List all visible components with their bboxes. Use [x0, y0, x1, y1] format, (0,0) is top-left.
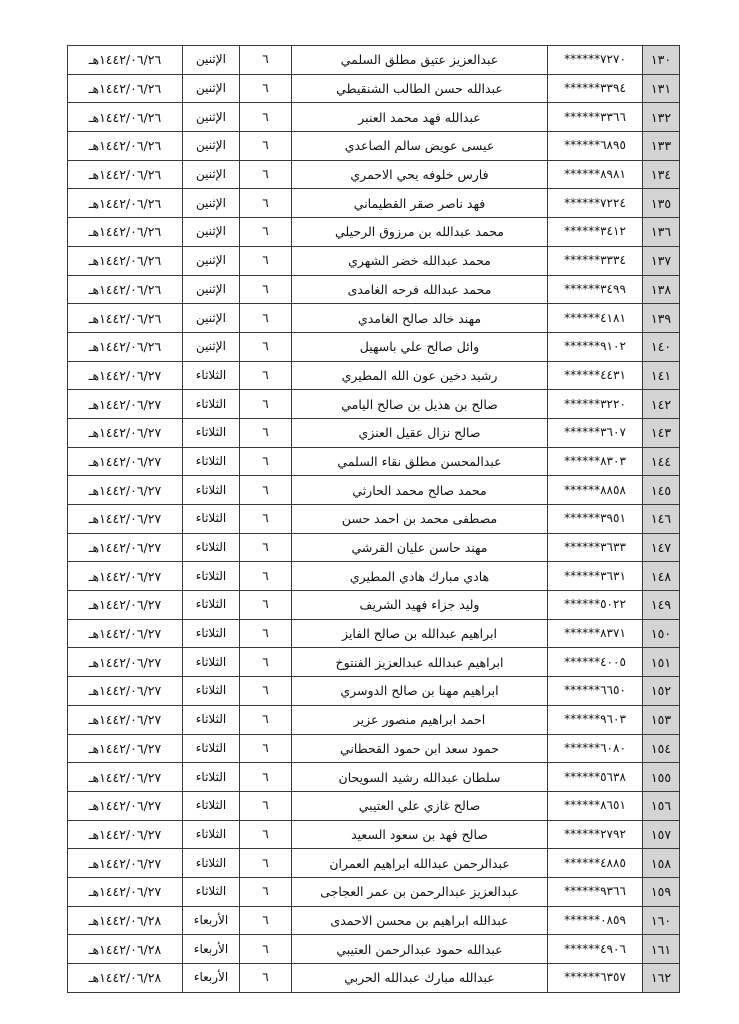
day-cell: الثلاثاء: [183, 849, 240, 878]
date-cell: ١٤٤٢/٠٦/٢٧هـ: [68, 877, 183, 906]
id-number-cell: ******٨٣٧١: [548, 619, 643, 648]
table-row: [68, 935, 680, 964]
id-number-cell: ******٤٩٠٦: [548, 935, 643, 964]
id-number-cell: ******٤٤٣١: [548, 361, 643, 390]
id-number-cell: ******٣٢٢٠: [548, 390, 643, 419]
day-cell: الثلاثاء: [183, 447, 240, 476]
table-row: [68, 820, 680, 849]
count-cell: ٦: [240, 418, 292, 447]
table-row: [68, 677, 680, 706]
day-cell: الثلاثاء: [183, 648, 240, 677]
count-cell: ٦: [240, 218, 292, 247]
id-number-cell: ******٤٠٠٥: [548, 648, 643, 677]
row-number-cell: ١٦٠: [643, 906, 680, 935]
count-cell: ٦: [240, 677, 292, 706]
day-cell: الأربعاء: [183, 906, 240, 935]
row-number-cell: ١٤٤: [643, 447, 680, 476]
day-cell: الثلاثاء: [183, 476, 240, 505]
row-number-cell: ١٣١: [643, 74, 680, 103]
count-cell: ٦: [240, 476, 292, 505]
id-number-cell: ******٤١٨١: [548, 304, 643, 333]
name-cell: احمد ابراهيم منصور عزير: [292, 705, 548, 734]
count-cell: ٦: [240, 533, 292, 562]
row-number-cell: ١٤٨: [643, 562, 680, 591]
date-cell: ١٤٤٢/٠٦/٢٦هـ: [68, 132, 183, 161]
day-cell: الثلاثاء: [183, 877, 240, 906]
row-number-cell: ١٣٨: [643, 275, 680, 304]
name-cell: محمد عبدالله فرحه الغامدى: [292, 275, 548, 304]
table-row: [68, 189, 680, 218]
table-row: [68, 849, 680, 878]
count-cell: ٦: [240, 849, 292, 878]
table-row: [68, 505, 680, 534]
date-cell: ١٤٤٢/٠٦/٢٧هـ: [68, 361, 183, 390]
date-cell: ١٤٤٢/٠٦/٢٨هـ: [68, 935, 183, 964]
id-number-cell: ******٦٨٩٥: [548, 132, 643, 161]
name-cell: حمود سعد ابن حمود القحطاني: [292, 734, 548, 763]
row-number-cell: ١٦٢: [643, 964, 680, 993]
day-cell: الثلاثاء: [183, 763, 240, 792]
count-cell: ٦: [240, 877, 292, 906]
table-row: [68, 619, 680, 648]
name-cell: محمد عبدالله خضر الشهري: [292, 246, 548, 275]
row-number-cell: ١٣٩: [643, 304, 680, 333]
day-cell: الإثنين: [183, 103, 240, 132]
count-cell: ٦: [240, 705, 292, 734]
table-row: [68, 46, 680, 75]
name-cell: عبدالله مبارك عبدالله الحربي: [292, 964, 548, 993]
id-number-cell: ******٦٦٥٠: [548, 677, 643, 706]
id-number-cell: ******٣٦٣١: [548, 562, 643, 591]
date-cell: ١٤٤٢/٠٦/٢٧هـ: [68, 791, 183, 820]
name-cell: عبدالعزيز عتيق مطلق السلمي: [292, 46, 548, 75]
count-cell: ٦: [240, 189, 292, 218]
date-cell: ١٤٤٢/٠٦/٢٧هـ: [68, 619, 183, 648]
row-number-cell: ١٥٨: [643, 849, 680, 878]
row-number-cell: ١٣٧: [643, 246, 680, 275]
day-cell: الثلاثاء: [183, 619, 240, 648]
row-number-cell: ١٥٠: [643, 619, 680, 648]
row-number-cell: ١٣٠: [643, 46, 680, 75]
date-cell: ١٤٤٢/٠٦/٢٦هـ: [68, 218, 183, 247]
date-cell: ١٤٤٢/٠٦/٢٧هـ: [68, 390, 183, 419]
date-cell: ١٤٤٢/٠٦/٢٧هـ: [68, 648, 183, 677]
row-number-cell: ١٤١: [643, 361, 680, 390]
table-body: [68, 46, 680, 993]
count-cell: ٦: [240, 591, 292, 620]
count-cell: ٦: [240, 361, 292, 390]
id-number-cell: ******٥٠٢٢: [548, 591, 643, 620]
row-number-cell: ١٤٣: [643, 418, 680, 447]
row-number-cell: ١٤٦: [643, 505, 680, 534]
id-number-cell: ******٠٨٥٩: [548, 906, 643, 935]
day-cell: الثلاثاء: [183, 533, 240, 562]
day-cell: الثلاثاء: [183, 791, 240, 820]
id-number-cell: ******٣٦٠٧: [548, 418, 643, 447]
count-cell: ٦: [240, 160, 292, 189]
row-number-cell: ١٣٣: [643, 132, 680, 161]
name-cell: هادي مبارك هادي المطيري: [292, 562, 548, 591]
document-page: [67, 45, 673, 993]
date-cell: ١٤٤٢/٠٦/٢٧هـ: [68, 533, 183, 562]
id-number-cell: ******٣٤١٢: [548, 218, 643, 247]
table-row: [68, 361, 680, 390]
date-cell: ١٤٤٢/٠٦/٢٧هـ: [68, 705, 183, 734]
id-number-cell: ******٢٧٩٢: [548, 820, 643, 849]
row-number-cell: ١٥٩: [643, 877, 680, 906]
table-row: [68, 332, 680, 361]
table-row: [68, 877, 680, 906]
count-cell: ٦: [240, 246, 292, 275]
row-number-cell: ١٤٢: [643, 390, 680, 419]
id-number-cell: ******٣٤٩٩: [548, 275, 643, 304]
date-cell: ١٤٤٢/٠٦/٢٧هـ: [68, 734, 183, 763]
name-cell: عيسى عويض سالم الصاعدي: [292, 132, 548, 161]
date-cell: ١٤٤٢/٠٦/٢٨هـ: [68, 964, 183, 993]
row-number-cell: ١٥٤: [643, 734, 680, 763]
name-cell: عبدالله ابراهيم بن محسن الاحمدى: [292, 906, 548, 935]
table-row: [68, 447, 680, 476]
candidates-table: [67, 45, 680, 993]
name-cell: عبدالله فهد محمد العنبر: [292, 103, 548, 132]
id-number-cell: ******٧٢٢٤: [548, 189, 643, 218]
row-number-cell: ١٣٥: [643, 189, 680, 218]
date-cell: ١٤٤٢/٠٦/٢٧هـ: [68, 591, 183, 620]
id-number-cell: ******٣٦٣٣: [548, 533, 643, 562]
row-number-cell: ١٣٤: [643, 160, 680, 189]
name-cell: عبدالعزيز عبدالرحمن بن عمر العجاجى: [292, 877, 548, 906]
day-cell: الإثنين: [183, 275, 240, 304]
date-cell: ١٤٤٢/٠٦/٢٧هـ: [68, 820, 183, 849]
day-cell: الثلاثاء: [183, 361, 240, 390]
table-row: [68, 648, 680, 677]
table-row: [68, 74, 680, 103]
date-cell: ١٤٤٢/٠٦/٢٧هـ: [68, 677, 183, 706]
count-cell: ٦: [240, 734, 292, 763]
day-cell: الأربعاء: [183, 935, 240, 964]
name-cell: سلطان عبدالله رشيد السويحان: [292, 763, 548, 792]
date-cell: ١٤٤٢/٠٦/٢٧هـ: [68, 505, 183, 534]
name-cell: عبدالله حمود عبدالرحمن العتيبي: [292, 935, 548, 964]
row-number-cell: ١٣٢: [643, 103, 680, 132]
id-number-cell: ******٨٨٥٨: [548, 476, 643, 505]
day-cell: الثلاثاء: [183, 418, 240, 447]
day-cell: الإثنين: [183, 160, 240, 189]
name-cell: محمد صالح محمد الحارثي: [292, 476, 548, 505]
count-cell: ٦: [240, 648, 292, 677]
id-number-cell: ******٧٢٧٠: [548, 46, 643, 75]
count-cell: ٦: [240, 447, 292, 476]
id-number-cell: ******٦٣٥٧: [548, 964, 643, 993]
row-number-cell: ١٥٥: [643, 763, 680, 792]
row-number-cell: ١٥١: [643, 648, 680, 677]
id-number-cell: ******٨٦٥١: [548, 791, 643, 820]
day-cell: الثلاثاء: [183, 677, 240, 706]
count-cell: ٦: [240, 275, 292, 304]
day-cell: الإثنين: [183, 304, 240, 333]
date-cell: ١٤٤٢/٠٦/٢٦هـ: [68, 103, 183, 132]
table-row: [68, 906, 680, 935]
table-row: [68, 533, 680, 562]
table-row: [68, 160, 680, 189]
id-number-cell: ******٦٠٨٠: [548, 734, 643, 763]
table-row: [68, 132, 680, 161]
table-row: [68, 304, 680, 333]
name-cell: مهند خالد صالح الغامدي: [292, 304, 548, 333]
table-row: [68, 246, 680, 275]
count-cell: ٦: [240, 935, 292, 964]
name-cell: صالح نزال عقيل العنزي: [292, 418, 548, 447]
name-cell: محمد عبدالله بن مرزوق الرحيلي: [292, 218, 548, 247]
count-cell: ٦: [240, 964, 292, 993]
table-row: [68, 562, 680, 591]
id-number-cell: ******٩٦٠٣: [548, 705, 643, 734]
row-number-cell: ١٤٧: [643, 533, 680, 562]
count-cell: ٦: [240, 103, 292, 132]
name-cell: عبدالله حسن الطالب الشنقيطي: [292, 74, 548, 103]
name-cell: رشيد دخين عون الله المطيري: [292, 361, 548, 390]
day-cell: الإثنين: [183, 189, 240, 218]
date-cell: ١٤٤٢/٠٦/٢٦هـ: [68, 246, 183, 275]
day-cell: الإثنين: [183, 46, 240, 75]
name-cell: عبدالمحسن مطلق نقاء السلمي: [292, 447, 548, 476]
date-cell: ١٤٤٢/٠٦/٢٧هـ: [68, 763, 183, 792]
table-row: [68, 418, 680, 447]
row-number-cell: ١٥٧: [643, 820, 680, 849]
name-cell: ابراهيم عبدالله عبدالعزيز الفنتوخ: [292, 648, 548, 677]
table-row: [68, 476, 680, 505]
date-cell: ١٤٤٢/٠٦/٢٦هـ: [68, 189, 183, 218]
id-number-cell: ******٥٦٣٨: [548, 763, 643, 792]
name-cell: فهد ناصر صقر القطيماني: [292, 189, 548, 218]
day-cell: الإثنين: [183, 74, 240, 103]
count-cell: ٦: [240, 505, 292, 534]
date-cell: ١٤٤٢/٠٦/٢٦هـ: [68, 74, 183, 103]
date-cell: ١٤٤٢/٠٦/٢٧هـ: [68, 562, 183, 591]
row-number-cell: ١٥٢: [643, 677, 680, 706]
count-cell: ٦: [240, 820, 292, 849]
date-cell: ١٤٤٢/٠٦/٢٨هـ: [68, 906, 183, 935]
name-cell: مصطفى محمد بن احمد حسن: [292, 505, 548, 534]
table-row: [68, 390, 680, 419]
count-cell: ٦: [240, 74, 292, 103]
id-number-cell: ******٣٣٣٤: [548, 246, 643, 275]
count-cell: ٦: [240, 46, 292, 75]
row-number-cell: ١٦١: [643, 935, 680, 964]
count-cell: ٦: [240, 619, 292, 648]
table-row: [68, 964, 680, 993]
day-cell: الثلاثاء: [183, 591, 240, 620]
count-cell: ٦: [240, 562, 292, 591]
date-cell: ١٤٤٢/٠٦/٢٦هـ: [68, 160, 183, 189]
date-cell: ١٤٤٢/٠٦/٢٧هـ: [68, 849, 183, 878]
id-number-cell: ******٣٩٥١: [548, 505, 643, 534]
id-number-cell: ******٩١٠٢: [548, 332, 643, 361]
table-row: [68, 763, 680, 792]
id-number-cell: ******٣٣٦٦: [548, 103, 643, 132]
row-number-cell: ١٤٠: [643, 332, 680, 361]
count-cell: ٦: [240, 304, 292, 333]
row-number-cell: ١٣٦: [643, 218, 680, 247]
table-row: [68, 218, 680, 247]
date-cell: ١٤٤٢/٠٦/٢٦هـ: [68, 275, 183, 304]
date-cell: ١٤٤٢/٠٦/٢٦هـ: [68, 304, 183, 333]
day-cell: الثلاثاء: [183, 705, 240, 734]
date-cell: ١٤٤٢/٠٦/٢٧هـ: [68, 476, 183, 505]
name-cell: وائل صالح علي باسهيل: [292, 332, 548, 361]
row-number-cell: ١٤٩: [643, 591, 680, 620]
name-cell: صالح بن هذيل بن صالح اليامي: [292, 390, 548, 419]
count-cell: ٦: [240, 906, 292, 935]
day-cell: الإثنين: [183, 332, 240, 361]
name-cell: عبدالرحمن عبدالله ابراهيم العمران: [292, 849, 548, 878]
date-cell: ١٤٤٢/٠٦/٢٦هـ: [68, 46, 183, 75]
count-cell: ٦: [240, 763, 292, 792]
id-number-cell: ******٨٣٠٣: [548, 447, 643, 476]
day-cell: الثلاثاء: [183, 820, 240, 849]
name-cell: وليد جزاء فهيد الشريف: [292, 591, 548, 620]
date-cell: ١٤٤٢/٠٦/٢٦هـ: [68, 332, 183, 361]
day-cell: الإثنين: [183, 246, 240, 275]
table-row: [68, 734, 680, 763]
name-cell: صالح غازي علي العتيبي: [292, 791, 548, 820]
id-number-cell: ******٣٣٩٤: [548, 74, 643, 103]
table-row: [68, 591, 680, 620]
day-cell: الإثنين: [183, 218, 240, 247]
table-row: [68, 103, 680, 132]
id-number-cell: ******٤٨٨٥: [548, 849, 643, 878]
name-cell: مهند حاسن عليان القرشي: [292, 533, 548, 562]
day-cell: الأربعاء: [183, 964, 240, 993]
table-row: [68, 275, 680, 304]
row-number-cell: ١٥٣: [643, 705, 680, 734]
count-cell: ٦: [240, 791, 292, 820]
count-cell: ٦: [240, 132, 292, 161]
name-cell: ابراهيم مهنا بن صالح الدوسري: [292, 677, 548, 706]
count-cell: ٦: [240, 332, 292, 361]
date-cell: ١٤٤٢/٠٦/٢٧هـ: [68, 418, 183, 447]
day-cell: الثلاثاء: [183, 390, 240, 419]
name-cell: صالح فهد بن سعود السعيد: [292, 820, 548, 849]
count-cell: ٦: [240, 390, 292, 419]
id-number-cell: ******٩٣٦٦: [548, 877, 643, 906]
date-cell: ١٤٤٢/٠٦/٢٧هـ: [68, 447, 183, 476]
name-cell: ابراهيم عبدالله بن صالح الفايز: [292, 619, 548, 648]
day-cell: الإثنين: [183, 132, 240, 161]
name-cell: فارس خلوفه يحي الاحمري: [292, 160, 548, 189]
row-number-cell: ١٤٥: [643, 476, 680, 505]
row-number-cell: ١٥٦: [643, 791, 680, 820]
day-cell: الثلاثاء: [183, 562, 240, 591]
table-row: [68, 791, 680, 820]
table-row: [68, 705, 680, 734]
id-number-cell: ******٨٩٨١: [548, 160, 643, 189]
day-cell: الثلاثاء: [183, 505, 240, 534]
day-cell: الثلاثاء: [183, 734, 240, 763]
